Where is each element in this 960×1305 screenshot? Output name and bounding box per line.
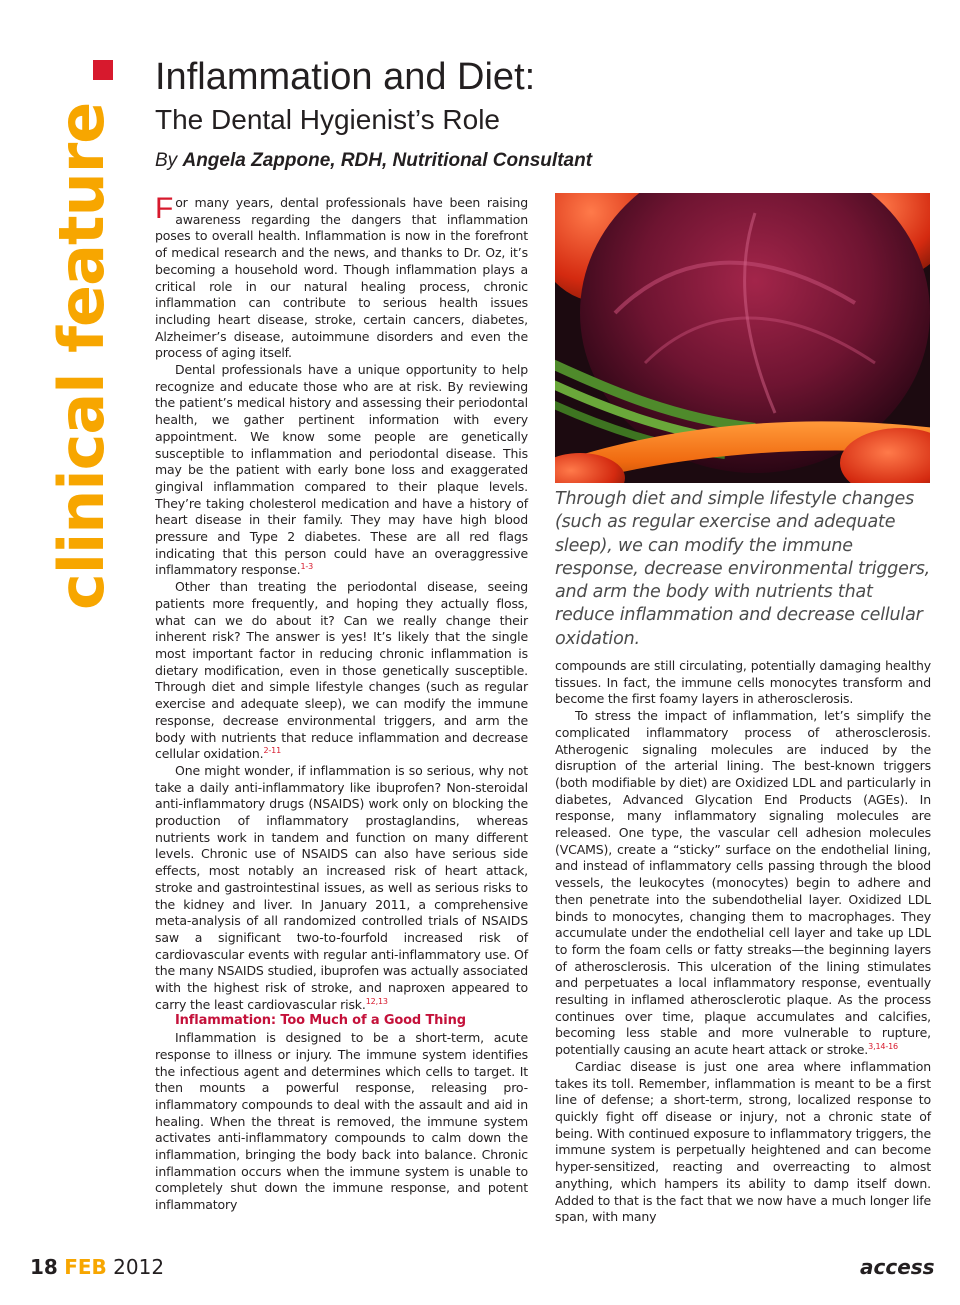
citation: 2-11	[263, 746, 282, 756]
vegetables-photo	[555, 193, 930, 483]
left-column	[155, 192, 528, 1214]
article-title: Inflammation and Diet:	[155, 56, 536, 98]
paragraph-text: Inflammation is designed to be a short-term, acute response to illness or injury. The immune system identifies the infectious agent and determines which cells to target. It then mounts a powerful response, releasing pro-inflammatory compounds to deal with the assault and aid in healing. When the threat is removed, the immune system activates anti-inflammatory compounds to calm down the inflammation, bringing the body back into balance. Chronic inflammation occurs when the immune system is unable to completely shut down the immune response, and potent inflammatory	[155, 1030, 528, 1213]
citation: 12,13	[365, 996, 388, 1006]
section-label	[45, 100, 127, 620]
publication-name: access	[860, 1255, 935, 1279]
section-heading: Inflammation: Too Much of a Good Thing	[175, 1013, 466, 1029]
paragraph-text: Cardiac disease is just one area where inflammation takes its toll. Remember, inflammation is meant to be a first line of defense; a short-term, strong, localized response to quickly fight off disease or injury, not a chronic state of being. With continued exposure to inflammatory triggers, the immune system is perpetually heightened and can become hyper-sensitized, reacting and overreacting to almost anything, which hampers its ability to damp itself down. Added to that is the fact that we now have a much longer life span, with many	[555, 1058, 931, 1225]
vegetables-illustration	[555, 193, 930, 483]
article-subtitle: The Dental Hygienist’s Role	[155, 104, 500, 135]
byline-prefix: By	[155, 150, 178, 171]
paragraph-text: Other than treating the periodontal disease, seeing patients more frequently, and hoping they actually floss, what can we do about it? Can we really change their inherent risk? The answer is yes! It’s likely that the single most important factor in reducing chronic inflammation is dietary modification, even in those genetically susceptible. Through diet and simple lifestyle changes (such as regular exercise and adequate sleep), we can modify the immune response, decrease environmental triggers, and arm the body with nutrients that reduce inflammation and decrease cellular oxidation.	[155, 579, 528, 762]
byline	[155, 150, 592, 172]
drop-cap: F	[155, 192, 174, 225]
paragraph-text: To stress the impact of inflammation, let’s simplify the complicated inflammatory process of atherosclerosis. Atherogenic signaling molecules are induced by the disruption of the arterial lining. The best-known triggers (both modifiable by diet) are Oxidized LDL and particularly in diabetes, Advanced Glycation End Products (AGEs). In response, many inflammatory signaling molecules are released. One type, the vascular cell adhesion molecules (VCAMS), create a “sticky” surface on the endothelial lining, and instead of inflammatory cells passing through the blood vessels, the leukocytes (monocytes) begin to adhere and then penetrate into the subendothelial layer. Oxidized LDL binds to monocytes, changing them to macrophages. They accumulate under the endothelial cell layer and take up LDL to form the foam cells or fatty streaks—the beginning layers of atherosclerosis. This ulceration of the lining stimulates and perpetuates a local inflammatory response, eventually resulting in inflamed atherosclerotic plaque. As the process continues over time, plaque accumulates and calcifies, becoming less stable and more vulnerable to rupture, potentially causing an acute heart attack or stroke.	[555, 708, 931, 1058]
paragraph	[155, 1030, 528, 1214]
section-label-text: clinical feature	[45, 102, 118, 610]
paragraph	[555, 1059, 931, 1226]
byline-author: Angela Zappone, RDH, Nutritional Consultant	[182, 150, 593, 171]
paragraph-text: compounds are still circulating, potentially damaging healthy tissues. In fact, the immune cells monocytes transform and become the first foamy layers in atherosclerosis.	[555, 658, 931, 707]
paragraph-text: Dental professionals have a unique opportunity to help recognize and educate those who are at risk. By reviewing the patient’s medical history and assessing their periodontal health, we gather pertinent information with every appointment. We know some people are genetically susceptible to inflammation and periodontal disease. This may be the patient with early bone loss and exaggerated gingival inflammation compared to their plaque levels. They’re taking cholesterol medication and have a history of heart disease in their family. They may have high blood pressure and Type 2 diabetes. These are all red flags indicating that this person could have an overaggressive inflammatory response.	[155, 362, 528, 578]
photo-caption: Through diet and simple lifestyle changes (such as regular exercise and adequate sleep), we can modify the immune response, decrease environmental triggers, and arm the body with nutrients that reduce inflammation and decrease cellular oxidation.	[555, 489, 930, 649]
paragraph	[555, 708, 931, 1059]
paragraph-text: One might wonder, if inflammation is so serious, why not take a daily anti-inflammatory like ibuprofen? Non-steroidal anti-inflammatory drugs (NSAIDS) work only on blocking the production of inflammatory prostaglandins, whereas nutrients work in tandem and function on many different levels. Chronic use of NSAIDS can also have serious side effects, most notably an increased risk of heart attack, stroke and gastrointestinal issues, as well as serious risks to the kidney and liver. In January 2011, a comprehensive meta-analysis of all randomized controlled trials of NSAIDS saw a significant two-to-fourfold increased risk of cardiovascular events with regular anti-inflammatory use. Of the many NSAIDS studied, ibuprofen was actually associated with the highest risk of stroke, and naproxen appeared to carry the least cardiovascular risk.	[155, 762, 528, 1012]
paragraph	[155, 763, 528, 1014]
red-square-marker	[93, 60, 113, 80]
paragraph-text: or many years, dental professionals have been raising awareness regarding the dangers that inflammation poses to overall health. Inflammation is now in the forefront of medical research and the news, and thanks to Dr. Oz, it’s becoming a household word. Though inflammation plays a critical role in our natural healing process, chronic inflammation can contribute to serious health issues including heart disease, stroke, certain cancers, diabetes, Alzheimer’s disease, autoimmune disorders and even the process of aging itself.	[155, 195, 528, 361]
paragraph	[155, 192, 528, 362]
paragraph	[155, 362, 528, 579]
paragraph	[155, 579, 528, 763]
issue-year: 2012	[113, 1255, 165, 1279]
citation: 1-3	[300, 562, 314, 572]
paragraph	[555, 658, 931, 708]
citation: 3,14-16	[868, 1042, 898, 1052]
page-footer	[30, 1255, 164, 1279]
issue-month: FEB	[64, 1255, 107, 1279]
page-number: 18	[30, 1255, 58, 1279]
right-column	[555, 658, 931, 1226]
